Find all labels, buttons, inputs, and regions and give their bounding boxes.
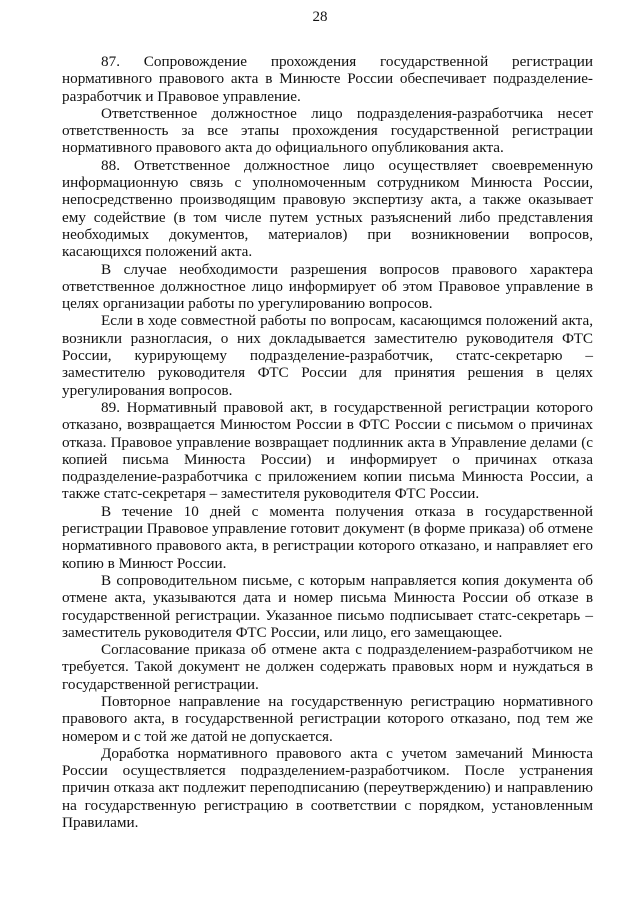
paragraph-resubmission: Повторное направление на государственную регистрацию нормативного правового акта, в государственной регистрации которого отказано, под тем же номером и с той же датой не допускается.: [62, 692, 593, 745]
paragraph-88: 88. Ответственное должностное лицо осуществляет своевременную информационную связь с уполномоченным сотрудником Минюста России, непосредственно производящим правовую экспертизу акта, а также оказывает ему содействие (в том числе путем устных разъяснений либо представления необходимых документов, материалов) при возникновении вопросов, касающихся положений акта.: [62, 156, 593, 261]
paragraph-ten-days: В течение 10 дней с момента получения отказа в государственной регистрации Правовое управление готовит документ (в форме приказа) об отмене нормативного правового акта, в регистрации которого отказано, и направляет его копию в Минюст России.: [62, 502, 593, 572]
paragraph-revision: Доработка нормативного правового акта с учетом замечаний Минюста России осуществляется подразделением-разработчиком. После устранения причин отказа акт подлежит переподписанию (переутверждению) и направлению на государственную регистрацию в соответствии с порядком, установленным Правилами.: [62, 744, 593, 832]
document-body: [62, 53, 593, 831]
paragraph-89: 89. Нормативный правовой акт, в государственной регистрации которого отказано, возвращается Минюстом России в ФТС России с письмом о причинах отказа. Правовое управление возвращает подлинник акта в Управление делами (с копией письма Минюста России) и информирует о причинах отказа подразделение-разработчика с приложением копии письма Минюста России, а также статс-секретаря – заместителя руководителя ФТС России.: [62, 398, 593, 503]
paragraph-legal-questions: В случае необходимости разрешения вопросов правового характера ответственное должностное лицо информирует об этом Правовое управление в целях организации работы по урегулированию вопросов.: [62, 260, 593, 313]
page-number: 28: [312, 9, 328, 25]
paragraph-approval: Согласование приказа об отмене акта с подразделением-разработчиком не требуется. Такой документ не должен содержать правовых норм и нуждаться в государственной регистрации.: [62, 641, 593, 693]
paragraph-responsible-person: Ответственное должностное лицо подразделения-разработчика несет ответственность за все этапы прохождения государственной регистрации нормативного правового акта до официального опубликования акта.: [62, 104, 593, 157]
paragraph-87: 87. Сопровождение прохождения государственной регистрации нормативного правового акта в Минюсте России обеспечивает подразделение-разработчик и Правовое управление.: [62, 53, 593, 105]
paragraph-cover-letter: В сопроводительном письме, с которым направляется копия документа об отмене акта, указываются дата и номер письма Минюста России об отказе в государственной регистрации. Указанное письмо подписывает статс-секретарь – заместитель руководителя ФТС России, или лицо, его замещающее.: [62, 571, 593, 641]
paragraph-disagreements: Если в ходе совместной работы по вопросам, касающимся положений акта, возникли разногласия, о них докладывается заместителю руководителя ФТС России, курирующему подразделение-разработчик, статс-секретарю – заместителю руководителя ФТС России для принятия решения в целях урегулирования вопросов.: [62, 312, 593, 399]
